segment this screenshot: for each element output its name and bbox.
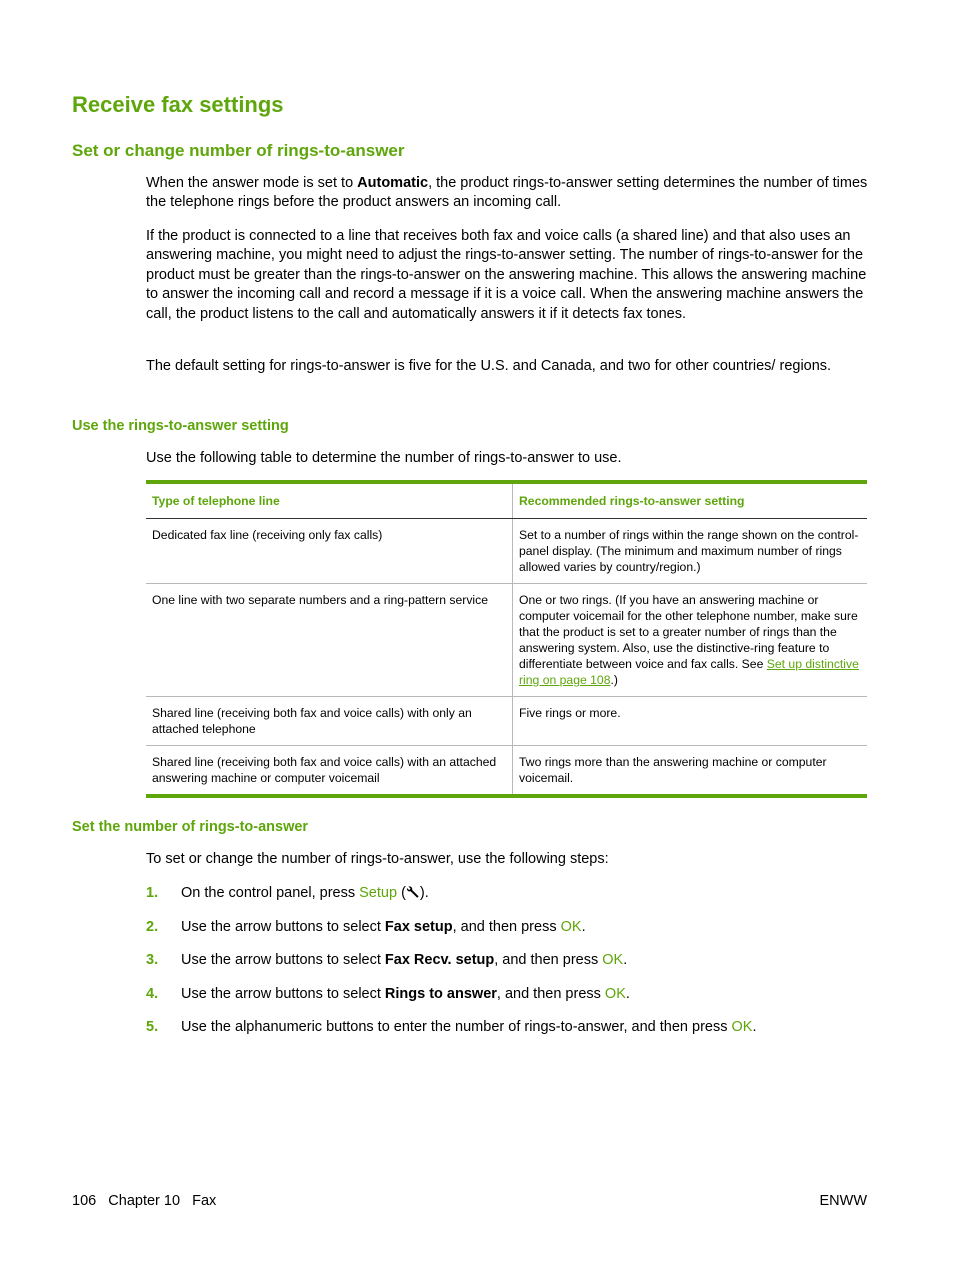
step-number: 3. — [146, 952, 159, 969]
menu-item-name: Fax setup — [384, 918, 453, 935]
table-row — [146, 519, 867, 584]
menu-item-name: Fax Recv. setup — [384, 952, 495, 969]
step-item: 1. On the control panel, press Setup ( ). — [146, 885, 429, 901]
line-type-cell: Shared line (receiving both fax and voice calls) with an attached answering machine or computer voicemail — [146, 746, 513, 797]
page-title: Receive fax settings — [72, 92, 284, 117]
shared-line-paragraph: If the product is connected to a line that receives both fax and voice calls (a shared line) and that also uses an answering machine, you might need to adjust the rings-to-answer setting. The number of rings-to-answer for the product must be greater than the rings-to-answer on the answering machine. This allows the answering machine to answer the incoming call and record a message if it is a voice call. When the answering machine answers the call, the product listens to the call and automatically answers it if it detects fax tones. — [146, 228, 867, 322]
default-setting-paragraph: The default setting for rings-to-answer is five for the U.S. and Canada, and two for other countries/ regions. — [146, 358, 832, 374]
automatic-term: Automatic — [357, 175, 429, 191]
ok-key: OK — [731, 1019, 753, 1036]
ok-key: OK — [560, 918, 582, 935]
step-number: 2. — [146, 918, 159, 935]
steps-intro: To set or change the number of rings-to-answer, use the following steps: — [146, 851, 609, 867]
table-row — [146, 584, 867, 697]
table-header-row — [146, 482, 867, 519]
setting-cell: Two rings more than the answering machine or computer voicemail. — [513, 746, 868, 797]
setup-key: Setup — [359, 885, 398, 901]
ok-key: OK — [604, 985, 626, 1002]
footer-page-info: 106 Chapter 10 Fax — [72, 1193, 217, 1209]
line-type-cell: Dedicated fax line (receiving only fax calls) — [146, 519, 513, 584]
rings-table — [146, 480, 867, 798]
ok-key: OK — [602, 952, 624, 969]
footer-enww: ENWW — [819, 1193, 867, 1209]
step-item: 3. Use the arrow buttons to select Fax Recv. setup, and then press OK. — [146, 952, 628, 969]
step-item: 2. Use the arrow buttons to select Fax setup, and then press OK. — [146, 918, 586, 935]
setting-cell: Set to a number of rings within the range shown on the control-panel display. (The minimum and maximum number of rings allowed varies by country/region.) — [519, 528, 859, 574]
step-item: 4. Use the arrow buttons to select Rings to answer, and then press OK. — [146, 985, 630, 1002]
wrench-icon — [406, 885, 420, 899]
step-number: 4. — [146, 985, 159, 1002]
section-heading: Set or change number of rings-to-answer — [72, 141, 405, 160]
table-row — [146, 697, 867, 746]
line-type-cell: One line with two separate numbers and a ring-pattern service — [146, 584, 513, 697]
setting-cell: One or two rings. (If you have an answering machine or computer voicemail for the other telephone number, make sure that the product is set to a greater number of rings than the answering system. Also, use the distinctive-ring feature to differentiate between voice and fax calls. See Set up distinctive ring on page 108.) — [513, 584, 868, 697]
table-intro: Use the following table to determine the number of rings-to-answer to use. — [146, 450, 622, 466]
line-type-cell: Shared line (receiving both fax and voice calls) with only an attached telephone — [146, 697, 513, 746]
steps-list — [146, 884, 870, 1052]
step-number: 5. — [146, 1019, 159, 1036]
set-number-heading: Set the number of rings-to-answer — [72, 819, 309, 835]
distinctive-ring-link[interactable]: Set up distinctive ring on page 108 — [519, 657, 859, 687]
column-header-type: Type of telephone line — [146, 482, 513, 519]
step-number: 1. — [146, 885, 159, 901]
setting-cell: Five rings or more. — [513, 697, 868, 746]
table-row — [146, 746, 867, 797]
step-item: 5. Use the alphanumeric buttons to enter the number of rings-to-answer, and then press OK. — [146, 1019, 757, 1036]
menu-item-name: Rings to answer — [384, 985, 497, 1002]
use-setting-heading: Use the rings-to-answer setting — [72, 418, 289, 434]
intro-paragraph: When the answer mode is set to Automatic, the product rings-to-answer setting determines the number of times the telephone rings before the product answers an incoming call. — [146, 175, 868, 211]
column-header-setting: Recommended rings-to-answer setting — [513, 482, 868, 519]
